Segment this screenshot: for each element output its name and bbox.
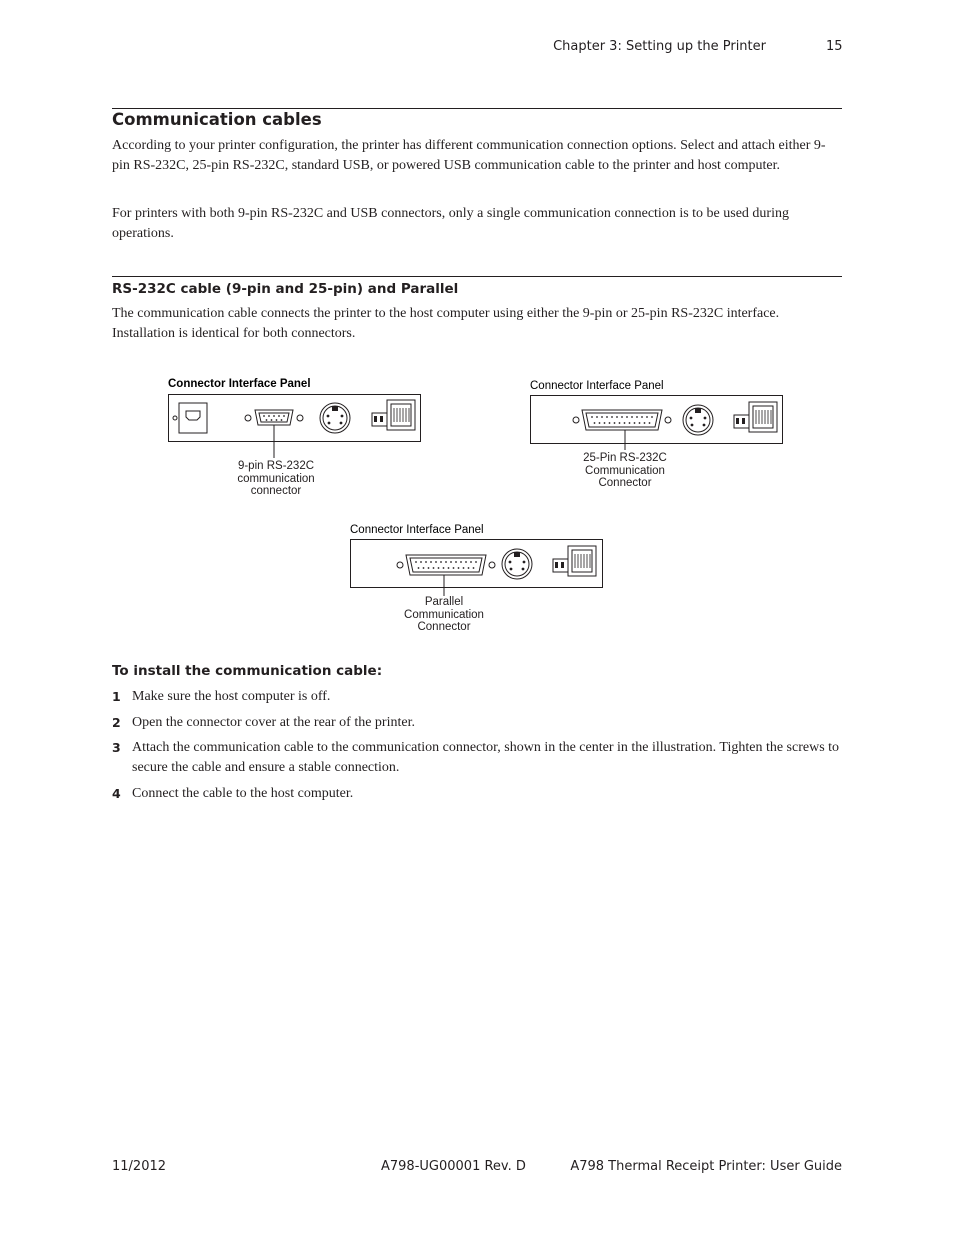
diagram-2-title: Connector Interface Panel [530,380,664,392]
callout-line: 9-pin RS-232C [237,460,315,472]
step-number: 4 [112,785,121,801]
footer-date: 11/2012 [112,1159,167,1174]
procedure-step [112,713,842,733]
callout-line: communication [237,472,315,485]
step-text: Connect the cable to the host computer. [132,785,354,801]
subsection-rule [112,276,842,277]
callout-line: Communication [585,464,665,477]
procedure-step [112,687,842,707]
procedure-steps [112,687,842,809]
callout-line: Communication [404,608,484,621]
step-text: Open the connector cover at the rear of the printer. [132,714,415,730]
callout-line: Connector [417,621,471,633]
step-text: Make sure the host computer is off. [132,689,331,704]
step-text: Attach the communication cable to the communication connector, shown in the center in the illustration. Tighten the screws to secure the cable and ensure a stable connection. [132,740,840,775]
footer-doc-id: A798-UG00001 Rev. D [381,1159,526,1174]
callout-line: 25-Pin RS-232C [583,452,667,464]
procedure-heading: To install the communication cable: [112,663,383,679]
diagram-1-callout [214,460,338,498]
section-paragraph-1: According to your printer configuration, the printer has different communication connection options. Select and attach either 9-pin RS-232C, 25-pin RS-232C, standard USB, or powered USB communication cable to the printer and host computer. [112,138,826,173]
subsection-paragraph: The communication cable connects the printer to the host computer using either the 9-pin or 25-pin RS-232C interface. Installation is identical for both connectors. [112,306,780,341]
step-number: 1 [112,689,121,704]
step-number: 2 [112,714,121,730]
section-heading: Communication cables [112,110,322,129]
callout-line: Connector [598,477,652,489]
step-number: 3 [112,740,121,755]
section-paragraph-2: For printers with both 9-pin RS-232C and USB connectors, only a single communication connection is to be used during operations. [112,206,789,241]
callout-line: connector [250,485,302,497]
footer-guide-title: A798 Thermal Receipt Printer: User Guide [570,1159,842,1174]
diagram-3-title: Connector Interface Panel [350,524,484,536]
page-number: 15 [826,39,843,54]
diagram-2-callout [563,452,687,490]
running-header-chapter: Chapter 3: Setting up the Printer [553,39,766,54]
subsection-heading: RS-232C cable (9-pin and 25-pin) and Parallel [112,281,459,297]
section-rule [112,108,842,109]
diagram-1-title: Connector Interface Panel [168,378,311,390]
procedure-step [112,784,842,804]
callout-line: Parallel [424,596,464,608]
procedure-step [112,738,842,778]
diagram-3-callout [382,596,506,634]
